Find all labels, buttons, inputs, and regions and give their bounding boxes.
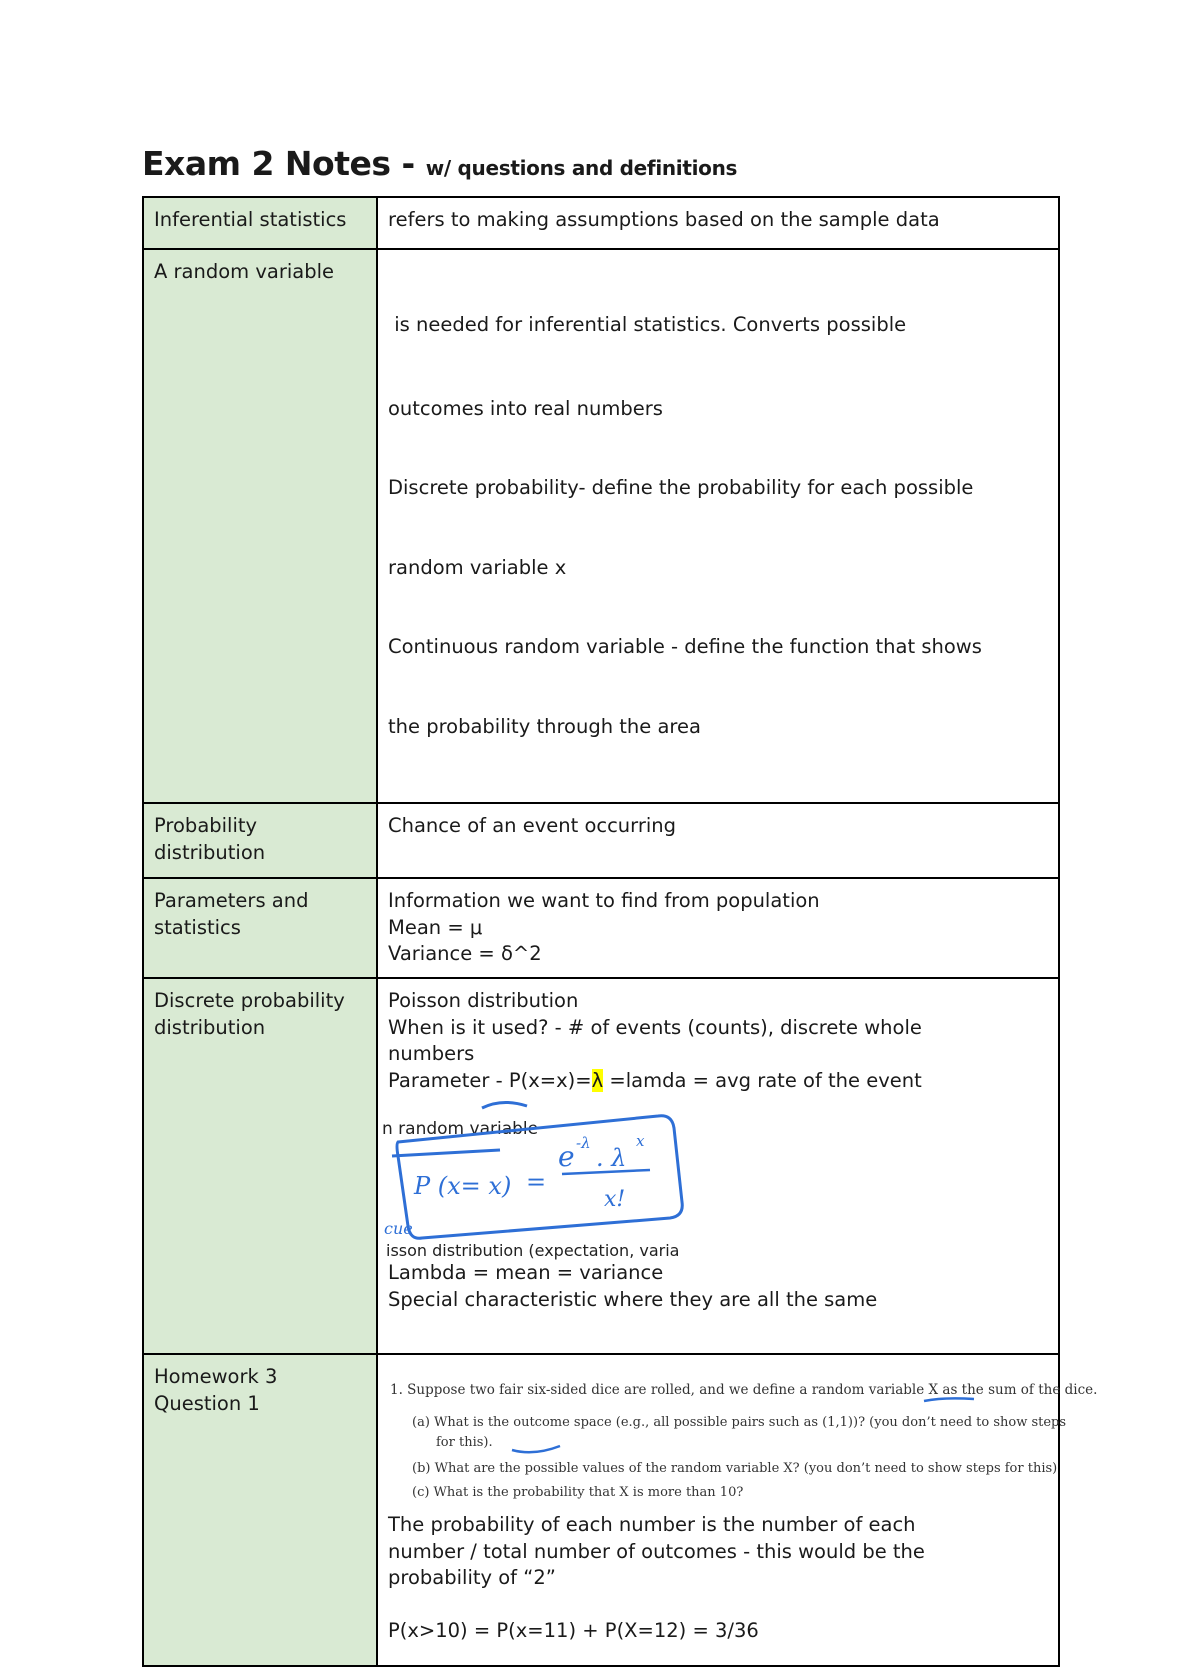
parameter-prefix: Parameter - P(x=x)= xyxy=(388,1068,592,1092)
term-cell xyxy=(143,197,377,249)
table-row xyxy=(143,197,1059,249)
table-row xyxy=(143,1354,1059,1666)
question-part-a: (a) What is the outcome space (e.g., all possible pairs such as (1,1))? (you don’t need to show steps xyxy=(412,1415,1067,1430)
definition-cell xyxy=(377,1354,1098,1666)
homework-question-screenshot xyxy=(384,1374,1098,1500)
screenshot-top-text: n random variable xyxy=(382,1119,539,1139)
definition-line: outcomes into real numbers xyxy=(388,396,663,420)
formula-e: e xyxy=(558,1140,575,1173)
table-row xyxy=(143,978,1059,1354)
formula-left: P (x= x) xyxy=(414,1172,512,1200)
definition-line: Chance of an event occurring xyxy=(388,814,677,837)
definition-line: The probability of each number is the number of each xyxy=(388,1513,916,1536)
term-cell xyxy=(143,803,377,878)
definition-line: refers to making assumptions based on the sample data xyxy=(388,208,940,231)
definition-line: When is it used? - # of events (counts), discrete whole xyxy=(388,1015,922,1039)
formula-lambda: . λ xyxy=(596,1144,627,1172)
parameter-line xyxy=(388,1068,1048,1095)
definition-cell xyxy=(377,197,1059,249)
definition-cell xyxy=(377,803,1059,878)
screenshot-margin-note: cue xyxy=(384,1219,413,1238)
formula-equals: = xyxy=(526,1168,547,1196)
definition-line: the probability through the area xyxy=(388,714,701,738)
definition-line: Variance = ẟ^2 xyxy=(388,942,542,965)
definition-line: Poisson distribution xyxy=(388,989,579,1012)
definition-line: Continuous random variable - define the function that shows xyxy=(388,635,982,658)
title-subtitle: w/ questions and definitions xyxy=(425,156,738,180)
screenshot-bottom-text: isson distribution (expectation, varia xyxy=(386,1241,680,1260)
definition-line: Lambda = mean = variance xyxy=(388,1261,664,1284)
term-label: Probability distribution xyxy=(154,814,266,864)
notes-table xyxy=(142,196,1098,1667)
formula-exponent: -λ xyxy=(576,1134,591,1152)
formula-denominator: x! xyxy=(604,1187,626,1212)
page-title xyxy=(142,144,1060,196)
definition-cell xyxy=(377,978,1059,1354)
definition-line: random variable x xyxy=(388,555,567,579)
title-main: Exam 2 Notes - xyxy=(142,144,426,183)
term-cell xyxy=(143,1354,377,1666)
definition-line: probability of “2” xyxy=(388,1566,556,1589)
document-page xyxy=(142,144,1098,1667)
blank-line xyxy=(388,1592,1048,1618)
definition-line: Special characteristic where they are all the same xyxy=(388,1287,878,1311)
term-label: Homework 3 Question 1 xyxy=(154,1365,278,1415)
table-row xyxy=(143,878,1059,978)
question-part-a-continued: for this). xyxy=(436,1435,493,1450)
parameter-suffix: =lamda = avg rate of the event xyxy=(603,1068,922,1092)
lambda-highlight: λ xyxy=(591,1068,604,1092)
answer-line: P(x>10) = P(x=11) + P(X=12) = 3/36 xyxy=(388,1618,759,1642)
table-row xyxy=(143,803,1059,878)
definition-line: Information we want to find from population xyxy=(388,889,820,912)
term-cell xyxy=(143,249,377,803)
definition-cell xyxy=(377,878,1059,978)
definition-line: Discrete probability- define the probability for each possible xyxy=(388,476,974,499)
term-label: Inferential statistics xyxy=(154,208,347,231)
table-row xyxy=(143,249,1059,803)
definition-line: Mean = μ xyxy=(388,915,483,939)
question-part-b: (b) What are the possible values of the random variable X? (you don’t need to show steps for this) xyxy=(412,1461,1058,1476)
formula-power: x xyxy=(636,1132,645,1150)
definition-line: number / total number of outcomes - this would be the xyxy=(388,1539,925,1563)
definition-cell xyxy=(377,249,1059,803)
question-part-c: (c) What is the probability that X is more than 10? xyxy=(412,1485,744,1500)
term-cell xyxy=(143,978,377,1354)
definition-line: numbers xyxy=(388,1042,475,1065)
term-cell xyxy=(143,878,377,978)
term-label: Parameters and statistics xyxy=(154,889,309,939)
question-main: 1. Suppose two fair six-sided dice are rolled, and we define a random variable X as the sum of the dice. xyxy=(390,1382,1098,1398)
term-label: A random variable xyxy=(154,260,335,283)
poisson-formula-screenshot xyxy=(382,1098,702,1258)
definition-line: is needed for inferential statistics. Converts possible xyxy=(388,313,907,336)
term-label: Discrete probability distribution xyxy=(154,989,345,1039)
